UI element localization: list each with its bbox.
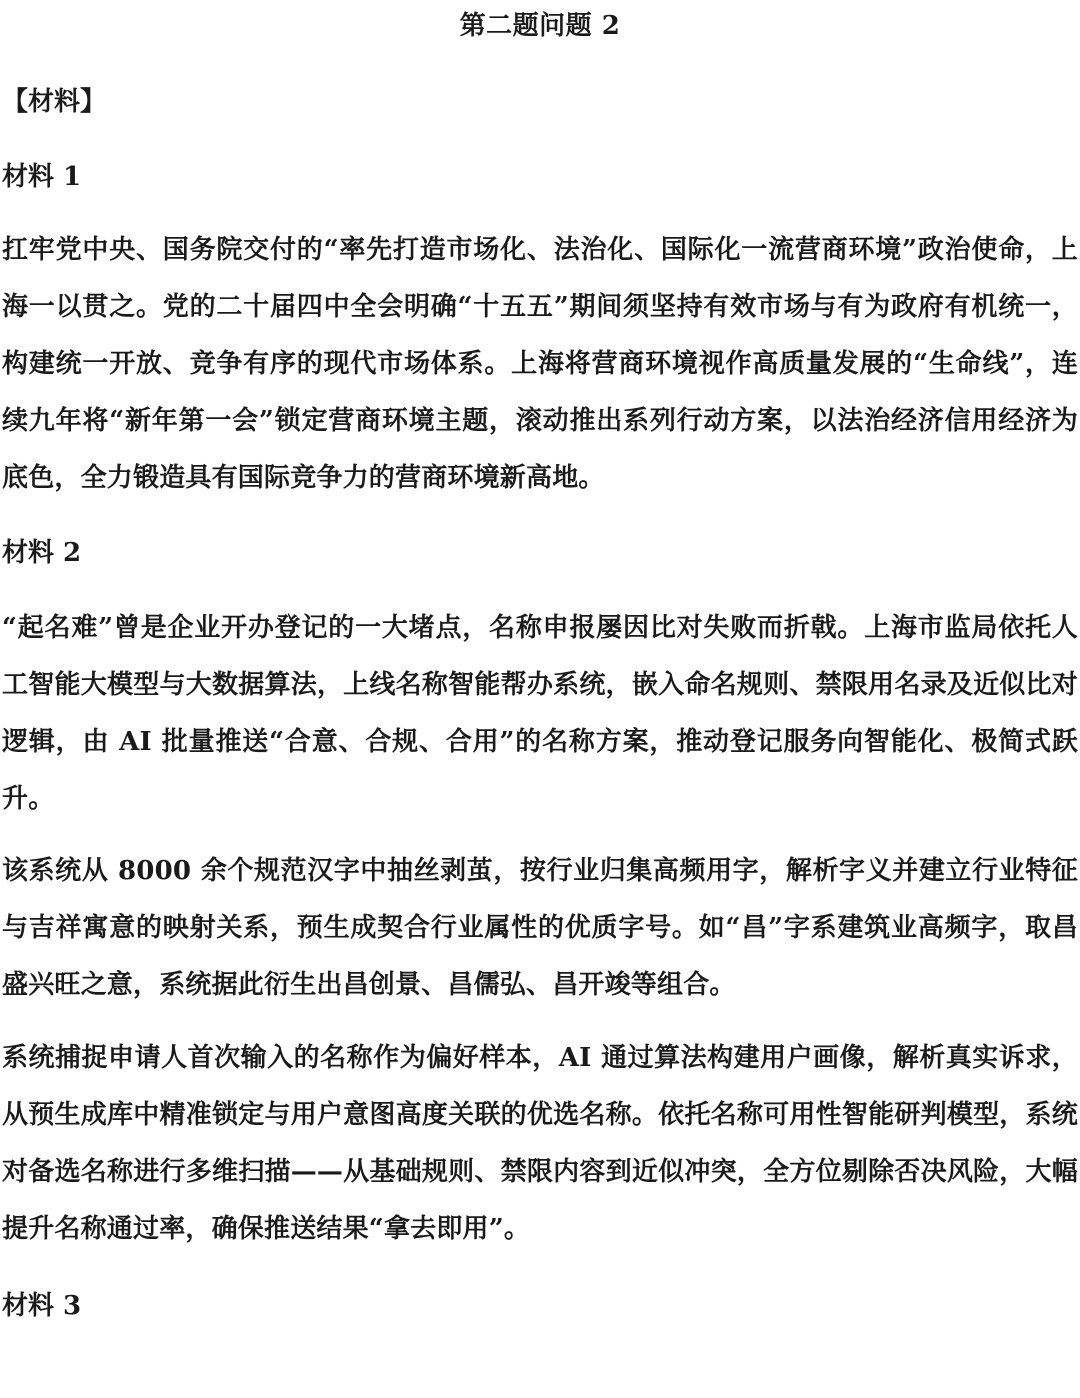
material-2-paragraph-2: 该系统从 8000 余个规范汉字中抽丝剥茧，按行业归集高频用字，解析字义并建立行业特征与吉祥寓意的映射关系，预生成契合行业属性的优质字号。如“昌”字系建筑业高频字，取昌盛兴旺之意，系统据此衍生出昌创景、昌儒弘、昌开竣等组合。	[2, 856, 1078, 1000]
section-header: 【材料】	[2, 87, 107, 117]
material-2-paragraph-3: 系统捕捉申请人首次输入的名称作为偏好样本，AI 通过算法构建用户画像，解析真实诉求，从预生成库中精准锁定与用户意图高度关联的优选名称。依托名称可用性智能研判模型，系统对备选名称进行多维扫描——从基础规则、禁限内容到近似冲突，全方位剔除否决风险，大幅提升名称通过率，确保推送结果“拿去即用”。	[2, 1043, 1078, 1244]
material-1-label: 材料 1	[2, 162, 82, 192]
material-3-label: 材料 3	[2, 1291, 82, 1321]
page-title: 第二题问题 2	[459, 11, 621, 41]
material-1-paragraph-1: 扛牢党中央、国务院交付的“率先打造市场化、法治化、国际化一流营商环境”政治使命，上海一以贯之。党的二十届四中全会明确“十五五”期间须坚持有效市场与有为政府有机统一，构建统一开放、竞争有序的现代市场体系。上海将营商环境视作高质量发展的“生命线”，连续九年将“新年第一会”锁定营商环境主题，滚动推出系列行动方案，以法治经济信用经济为底色，全力锻造具有国际竞争力的营商环境新高地。	[2, 235, 1078, 493]
material-2-label: 材料 2	[2, 538, 82, 568]
material-2-paragraph-1: “起名难”曾是企业开办登记的一大堵点，名称申报屡因比对失败而折戟。上海市监局依托人工智能大模型与大数据算法，上线名称智能帮办系统，嵌入命名规则、禁限用名录及近似比对逻辑，由 AI 批量推送“合意、合规、合用”的名称方案，推动登记服务向智能化、极简式跃升。	[2, 613, 1078, 814]
